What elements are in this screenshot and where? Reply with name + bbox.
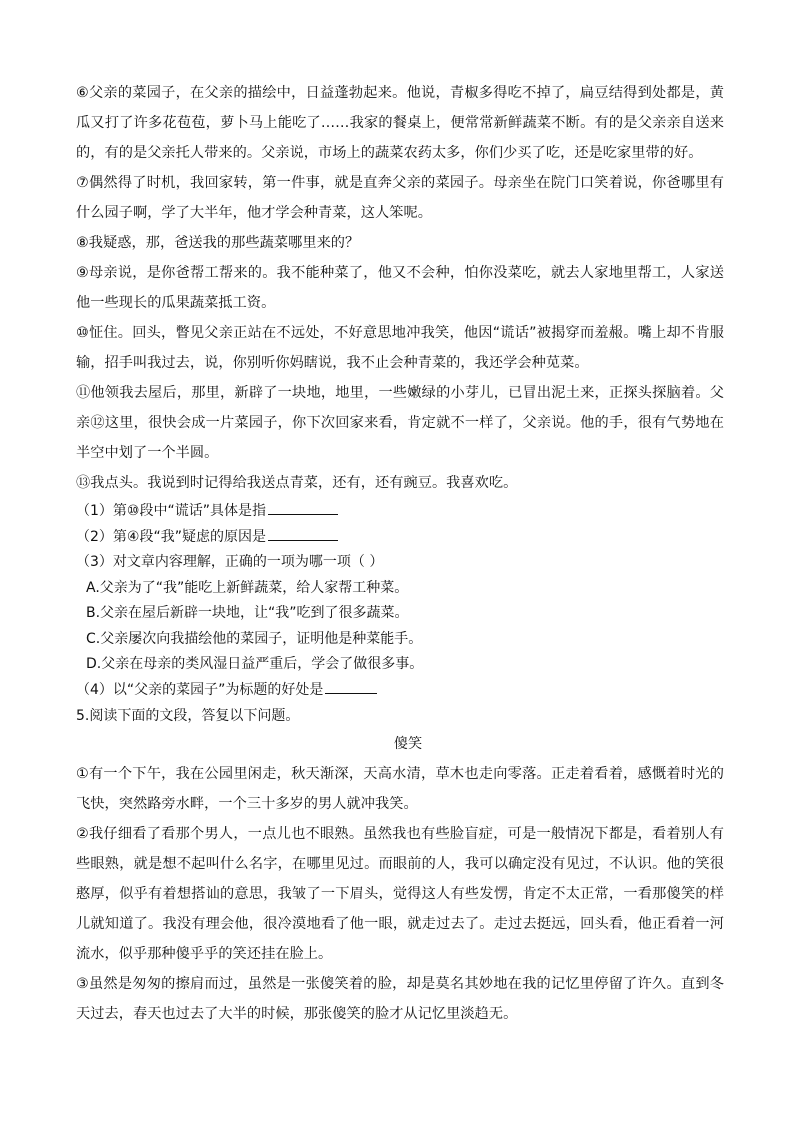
paragraph-10: ⑩怔住。回头，瞥见父亲正站在不远处，不好意思地冲我笑，他因“谎话”被揭穿而羞赧。嘴上却不肯服输，招手叫我过去，说，你别听你妈瞎说，我不止会种青菜的，我还学会种苋菜。 [76,325,724,371]
question-1: （1）第⑩段中“谎话”具体是指 [76,499,724,525]
paragraph-8: ⑧我疑惑，那，爸送我的那些蔬菜哪里来的？ [76,235,360,251]
option-c[interactable]: C.父亲屡次向我描绘他的菜园子，证明他是种菜能手。 [86,630,423,647]
question-2: （2）第④段“我”疑虑的原因是 [76,525,724,551]
document-content [76,78,724,1029]
passage-title: 傻笑 [393,736,423,752]
paragraph-1: ①有一个下午，我在公园里闲走，秋天渐深，天高水清，草木也走向零落。正走着看着，感慨着时光的飞快，突然路旁水畔，一个三十多岁的男人就冲我笑。 [76,766,724,812]
question-4: （4）以“父亲的菜园子”为标题的好处是 [76,678,724,704]
option-b[interactable]: B.父亲在屋后新辟一块地，让“我”吃到了很多蔬菜。 [86,605,409,621]
question-block [76,499,724,703]
option-a[interactable]: A.父亲为了“我”能吃上新鲜蔬菜，给人家帮工种菜。 [86,579,409,596]
paragraph-7: ⑦偶然得了时机，我回家转，第一件事，就是直奔父亲的菜园子。母亲坐在院门口笑着说，你爸哪里有什么园子啊，学了大半年，他才学会种青菜，这人笨呢。 [76,175,724,221]
section-5-heading: 5.阅读下面的文段，答复以下问题。 [76,708,300,724]
answer-blank[interactable] [325,681,377,694]
paragraph-9: ⑨母亲说，是你爸帮工帮来的。我不能种菜了，他又不会种，怕你没菜吃，就去人家地里帮工，人家送他一些现长的瓜果蔬菜抵工资。 [76,265,724,311]
option-d[interactable]: D.父亲在母亲的类风湿日益严重后，学会了做很多事。 [86,656,424,672]
paragraph-13: ⑬我点头。我说到时记得给我送点青菜，还有，还有豌豆。我喜欢吃。 [76,475,518,491]
paragraph-2: ②我仔细看了看那个男人，一点儿也不眼熟。虽然我也有些脸盲症，可是一般情况下都是，看着别人有些眼熟，就是想不起叫什么名字，在哪里见过。而眼前的人，我可以确定没有见过，不认识。他的笑很憨厚，似乎有着想搭讪的意思，我皱了一下眉头，觉得这人有些发愣，肯定不太正常，一看那傻笑的样儿就知道了。我没有理会他，很冷漠地看了他一眼，就走过去了。走过去挺远，回头看，他正看着一河流水，似乎那种傻乎乎的笑还挂在脸上。 [76,826,724,962]
answer-blank[interactable] [268,528,338,541]
paragraph-11-12: ⑪他领我去屋后，那里，新辟了一块地，地里，一些嫩绿的小芽儿，已冒出泥土来，正探头探脑着。父亲⑫这里，很快会成一片菜园子，你下次回家来看，肯定就不一样了，父亲说。他的手，很有气势地在半空中划了一个半圆。 [76,385,724,461]
paragraph-3: ③虽然是匆匆的擦肩而过，虽然是一张傻笑着的脸，却是莫名其妙地在我的记忆里停留了许久。直到冬天过去，春天也过去了大半的时候，那张傻笑的脸才从记忆里淡趋无。 [76,976,724,1022]
paragraph-6: ⑥父亲的菜园子，在父亲的描绘中，日益蓬勃起来。他说，青椒多得吃不掉了，扁豆结得到处都是，黄瓜又打了许多花苞苞，萝卜马上能吃了……我家的餐桌上，便常常新鲜蔬菜不断。有的是父亲亲自送来的，有的是父亲托人带来的。父亲说，市场上的蔬菜农药太多，你们少买了吃，还是吃家里带的好。 [76,85,724,161]
question-3: （3）对文章内容理解，正确的一项为哪一项（ ） [76,554,384,570]
answer-blank[interactable] [268,502,338,515]
